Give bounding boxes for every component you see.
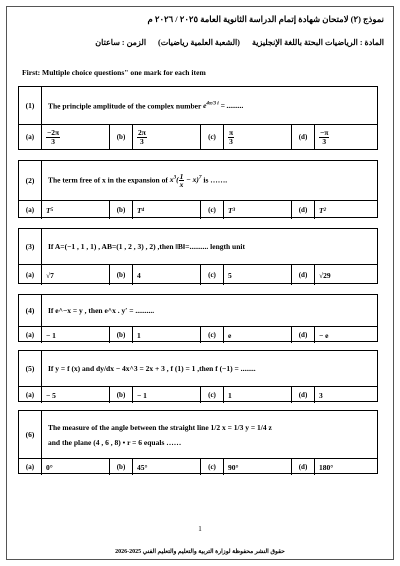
question-3	[18, 228, 378, 284]
question-text-line2: and the plane (4 , 6 , 8) • r = 6 equals ……	[48, 437, 182, 447]
option-c[interactable]: T 3	[224, 201, 292, 219]
option-a[interactable]: − 1	[42, 327, 110, 343]
option-a[interactable]: $\frac{-2\pi}{3}$	[42, 125, 110, 149]
option-label-d: (d)	[292, 327, 315, 343]
option-d[interactable]: 3	[319, 390, 323, 400]
option-a[interactable]: 0°	[42, 459, 110, 475]
question-expression: $x^3$( $\frac{1}{x}$ − x)$^7$	[169, 171, 202, 189]
option-label-b: (b)	[110, 459, 133, 475]
question-text: The term free of x in the expansion of	[48, 175, 168, 185]
page-number: 1	[198, 525, 202, 533]
question-6	[18, 410, 378, 474]
option-c[interactable]: 5	[224, 265, 292, 285]
option-b[interactable]: T 4	[133, 201, 201, 219]
option-b[interactable]: − 1	[133, 387, 201, 403]
question-4	[18, 294, 378, 342]
question-number: (1)	[19, 87, 42, 124]
question-expression: $e^{4\pi/3 i}$ = .........	[203, 100, 244, 111]
option-label-c: (c)	[201, 201, 224, 219]
question-text: If y = f (x) and dy/dx − 4x^3 = 2x + 3 , f (1) = 1 ,then f (−1) = ........	[48, 364, 256, 373]
option-label-d: (d)	[292, 459, 315, 475]
subject-label: المادة : الرياضيات البحتة باللغة الإنجليزية	[251, 38, 384, 47]
time-label: الزمن : ساعتان	[95, 38, 147, 47]
option-d[interactable]: T 2	[319, 205, 327, 215]
option-label-c: (c)	[201, 327, 224, 343]
copyright-footer: حقوق النشر محفوظة لوزارة التربية والتعليم والتعليم الفني 2025-2026	[115, 549, 285, 555]
option-label-c: (c)	[201, 125, 224, 149]
option-c[interactable]: e	[224, 327, 292, 343]
question-text: If e^−x = y , then e^x . y′ = ..........	[48, 306, 155, 315]
section-title: First: Multiple choice questions" one mark for each item	[22, 68, 206, 77]
option-a[interactable]: − 5	[42, 387, 110, 403]
exam-title: نموذج (٢) لامتحان شهادة إتمام الدراسة الثانوية العامة ٢٠٢٥ / ٢٠٢٦ م	[147, 14, 384, 24]
option-label-b: (b)	[110, 201, 133, 219]
option-label-c: (c)	[201, 265, 224, 285]
question-text: If A=(−1 , 1 , 1) , AB=(1 , 2 , 3) , 2) ,then ‖B‖=.......... length unit	[48, 242, 245, 251]
option-b[interactable]: 1	[133, 327, 201, 343]
question-text: The measure of the angle between the straight line 1/2 x = 1/3 y = 1/4 z	[48, 422, 272, 432]
option-label-d: (d)	[292, 125, 315, 149]
option-d[interactable]: √29	[319, 270, 331, 280]
option-a[interactable]: √7	[42, 265, 110, 285]
option-b[interactable]: $\frac{2\pi}{3}$	[133, 125, 201, 149]
option-label-b: (b)	[110, 327, 133, 343]
exam-header	[12, 38, 384, 47]
question-5	[18, 350, 378, 402]
question-number: (6)	[19, 411, 42, 458]
option-label-b: (b)	[110, 265, 133, 285]
option-a[interactable]: T 5	[42, 201, 110, 219]
option-label-d: (d)	[292, 201, 315, 219]
question-number: (4)	[19, 295, 42, 326]
branch-label: (الشعبة العلمية رياضيات)	[158, 38, 240, 47]
option-d[interactable]: $\frac{-\pi}{3}$	[320, 128, 329, 146]
option-c[interactable]: $\frac{\pi}{3}$	[224, 125, 292, 149]
question-number: (3)	[19, 229, 42, 264]
option-b[interactable]: 45°	[133, 459, 201, 475]
option-label-a: (a)	[19, 201, 42, 219]
option-label-a: (a)	[19, 387, 42, 403]
option-d[interactable]: 180°	[319, 462, 334, 472]
option-c[interactable]: 1	[224, 387, 292, 403]
question-1	[18, 86, 378, 150]
option-label-c: (c)	[201, 459, 224, 475]
option-d[interactable]: − e	[319, 330, 329, 340]
option-c[interactable]: 90°	[224, 459, 292, 475]
question-number: (5)	[19, 351, 42, 386]
option-b[interactable]: 4	[133, 265, 201, 285]
option-label-b: (b)	[110, 387, 133, 403]
question-number: (2)	[19, 161, 42, 200]
question-2: (2) The term free of x in the expansion of $x^3$( $\frac{1}{x}$ − x)$^7$ is ……. (a) T 5 (b) T 4 (c) T 3 (d) T 2	[18, 160, 378, 218]
option-label-d: (d)	[292, 387, 315, 403]
option-label-a: (a)	[19, 265, 42, 285]
option-label-a: (a)	[19, 125, 42, 149]
option-label-b: (b)	[110, 125, 133, 149]
option-label-a: (a)	[19, 327, 42, 343]
option-label-d: (d)	[292, 265, 315, 285]
question-text: The principle amplitude of the complex number	[48, 101, 202, 111]
option-label-c: (c)	[201, 387, 224, 403]
option-label-a: (a)	[19, 459, 42, 475]
